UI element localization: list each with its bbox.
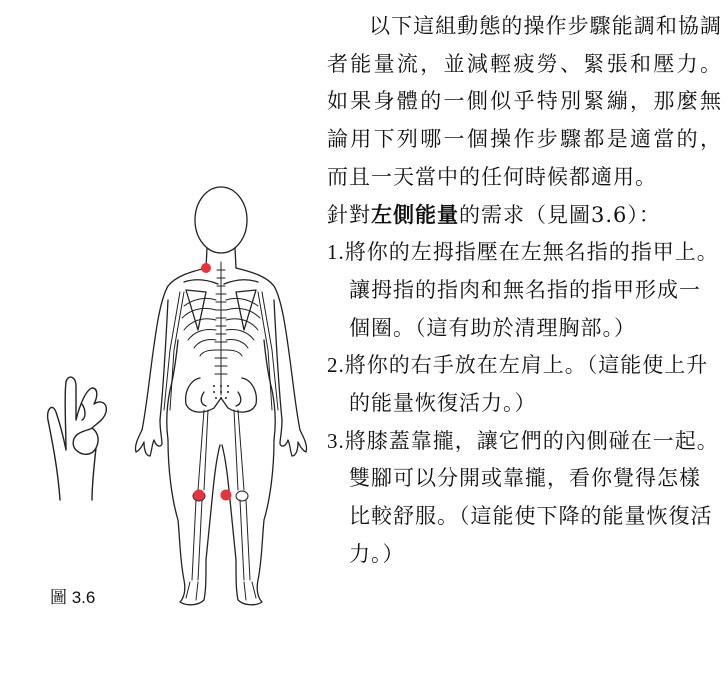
spine — [215, 262, 227, 395]
energy-point-neck — [201, 263, 211, 273]
scapula-right — [236, 290, 256, 330]
heading-bold-term: 左側能量 — [371, 202, 459, 227]
body-text — [327, 8, 722, 574]
heading-prefix: 針對 — [327, 202, 371, 227]
step-number: 2. — [327, 353, 345, 378]
steps-list — [327, 234, 722, 573]
head-outline — [195, 187, 247, 253]
hand-mudra-illustration — [48, 377, 107, 500]
left-hand — [135, 420, 162, 456]
step-text: 將膝蓋靠攏，讓它們的內側碰在一起。雙腳可以分開或靠攏，看你覺得怎樣比較舒服。（這能使下降的能量恢復活力。） — [344, 428, 719, 566]
energy-point-left-knee — [194, 490, 205, 501]
list-item — [327, 234, 722, 347]
right-hand — [280, 420, 307, 456]
figure-caption: 圖 3.6 — [50, 588, 96, 607]
legs-outline — [168, 440, 274, 605]
step-number: 3. — [327, 428, 345, 453]
step-text: 將你的右手放在左肩上。（這能使上升的能量恢復活力。） — [344, 353, 709, 416]
heading-suffix: 的需求（見圖3.6）： — [459, 202, 661, 227]
figure-3-6 — [0, 0, 320, 685]
list-item — [327, 423, 722, 574]
list-item — [327, 347, 722, 422]
energy-point-right-knee — [221, 490, 232, 501]
scapula-left — [186, 290, 206, 330]
intro-paragraph: 以下這組動態的操作步驟能調和協調者能量流，並減輕疲勞、緊張和壓力。如果身體的一側似乎特別緊繃，那麼無論用下列哪一個操作步驟都是適當的，而且一天當中的任何時候都適用。 — [327, 14, 722, 189]
step-number: 1. — [327, 240, 345, 265]
body-skeleton-illustration — [0, 0, 320, 685]
step-text: 將你的左拇指壓在左無名指的指甲上。讓拇指的指肉和無名指的指甲形成一個圈。（這有助於清理胸部。） — [344, 240, 719, 340]
left-energy-heading — [327, 197, 722, 235]
